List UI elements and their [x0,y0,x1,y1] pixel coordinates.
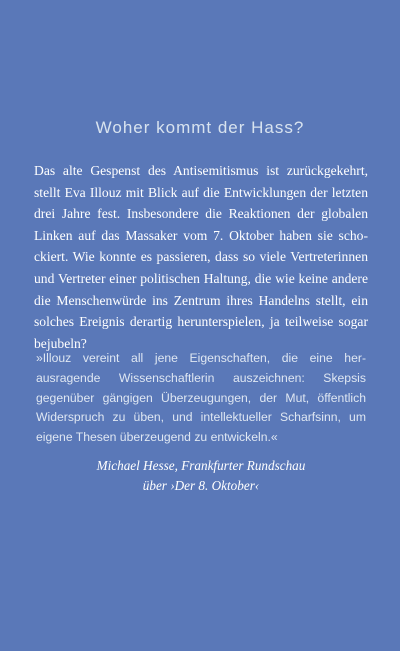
attribution-author: Michael Hesse, Frankfurter Rundschau [96,458,306,473]
review-quote: »Illouz vereint all jene Eigenschaften, die eine herausragende Wissenschaftlerin auszeichnen: Skepsis gegenüber gängigen Überzeugungen, der Mut, öffentlich Widerspruch zu üben, und intellektueller Scharfsinn, um eigene Thesen überzeugend zu entwickeln.« [36,351,366,445]
quote-attribution [36,456,366,495]
attribution-source: über ›Der 8. Oktober‹ [142,477,260,493]
heading: Woher kommt der Hass? [95,118,305,137]
blurb-text: Das alte Gespenst des Antisemitismus ist zurückgekehrt, stellt Eva Illouz mit Blick auf die Entwicklungen der letzten drei Jahre fest. Insbesondere die Reaktionen der globalen Linken auf das Massaker vom 7. Oktober haben sie schockiert. Wie konnte es passieren, dass so viele Vertreterinnen und Vertreter einer politischen Haltung, die wie keine andere die Menschenwürde ins Zentrum ihres Handelns stellt, ein solches Ereignis derartig herunterspielen, ja teilweise sogar bejubeln? [34,163,368,351]
